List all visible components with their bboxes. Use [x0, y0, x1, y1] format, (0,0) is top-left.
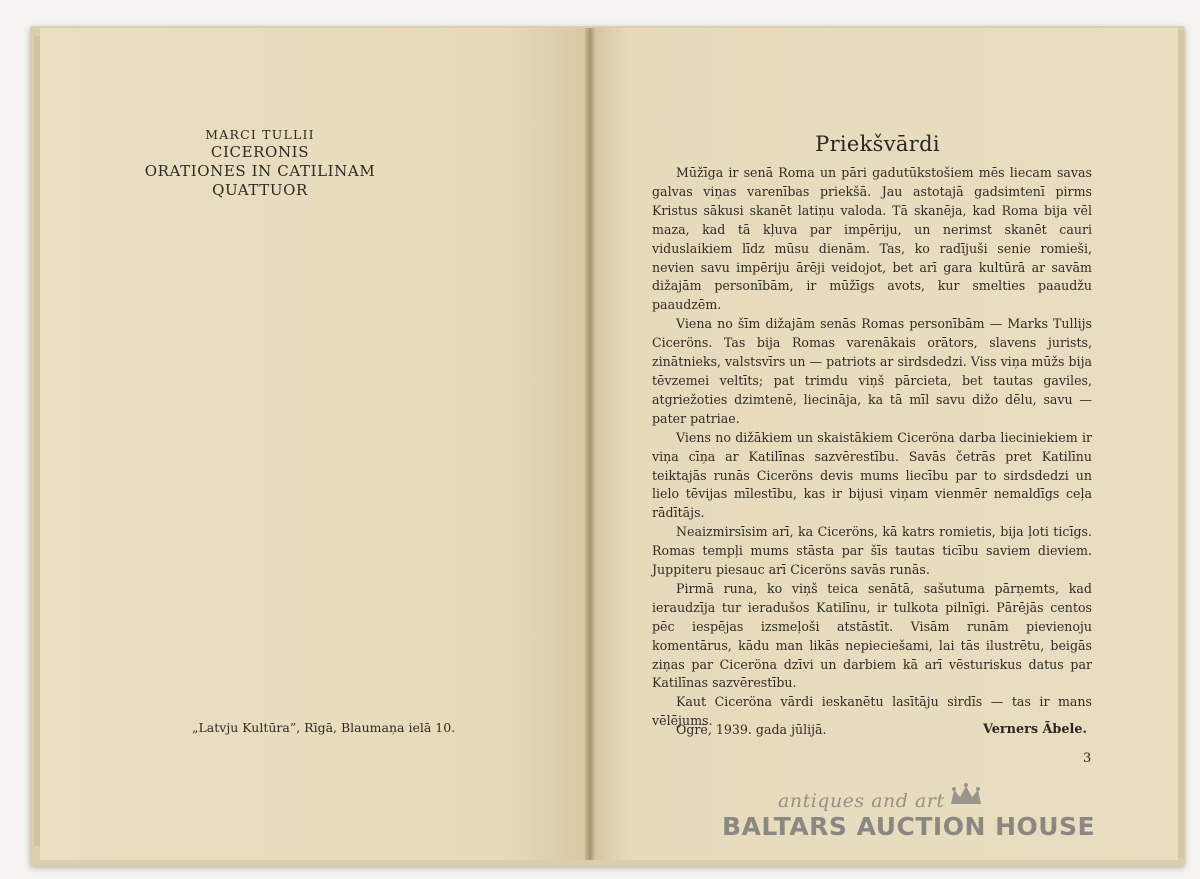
foreword-paragraph: Neaizmirsīsim arī, ka Ciceröns, kā katrs romietis, bija ļoti ticīgs. Romas tempļi mums stāsta par šīs tautas ticību saviem dieviem. Juppiteru piesauc arī Ciceröns savās runās. — [652, 524, 1092, 578]
title-block — [130, 127, 390, 200]
title-line-author-last: CICERONIS — [210, 143, 310, 161]
title-line-author-first: MARCI TULLII — [205, 127, 315, 142]
title-line-count: QUATTUOR — [212, 181, 308, 199]
watermark-logo: BALTARS AUCTION HOUSE — [722, 812, 1096, 841]
foreword-paragraph: Kaut Ciceröna vārdi ieskanētu lasītāju sirdīs — tas ir mans vēlējums. — [652, 694, 1092, 729]
crown-icon — [948, 782, 984, 806]
dateline: Ogrē, 1939. gada jūlijā. — [676, 722, 827, 737]
title-line-work: ORATIONES IN CATILINAM — [144, 162, 376, 180]
publisher-imprint: „Latvju Kultūra”, Rīgā, Blaumaņa ielā 10. — [192, 720, 456, 735]
foreword-body — [652, 164, 1092, 731]
page-number: 3 — [1083, 751, 1092, 766]
page-heading: Priekšvārdi — [815, 132, 940, 156]
watermark-tagline: antiques and art — [778, 790, 945, 812]
foreword-paragraph: Pirmā runa, ko viņš teica senātā, sašutuma pārņemts, kad ieraudzīja tur ieradušos Katilīnu, ir tulkota pilnīgi. Pārējās centos pēc iespējas izsmeļoši atstāstīt. Visām runām pievienoju komentārus, kādu man likās nepieciešami, lai tās ilustrētu, beigās ziņas par Ciceröna dzīvi un darbiem kā arī vēsturiskus datus par Katilīnas sazvērestību. — [652, 580, 1092, 691]
author-signature: Verners Ābele. — [983, 722, 1087, 737]
foreword-paragraph: Viens no dižākiem un skaistākiem Ciceröna darba lieciniekiem ir viņa cīņa ar Katilīnas sazvērestību. Savās četrās pret Katilīnu teiktajās runās Ciceröns devis mums liecību par to sirdsdedzi un lielo tēvijas mīlestību, kas ir bijusi viņam vienmēr nemaldīgs ceļa rādītājs. — [652, 429, 1092, 521]
foreword-paragraph: Mūžīga ir senā Roma un pāri gadutūkstošiem mēs liecam savas galvas viņas varenības priekšā. Jau astotajā gadsimtenī pirms Kristus sākusi skanēt latiņu valoda. Tā skanēja, kad Roma bija vēl maza, kad tā kļuva par impēriju, un nerimst skanēt cauri viduslaikiem līdz mūsu dienām. Tas, ko radījuši senie romieši, nevien savu impēriju ārēji veidojot, bet arī gara kultūrā ar savām dižajām personībām, ir mūžīgs avots, kur smelties paaudžu paaudzēm. — [652, 165, 1092, 313]
foreword-paragraph: Viena no šīm dižajām senās Romas personībām — Marks Tullijs Ciceröns. Tas bija Romas varenākais orātors, slavens jurists, zinātnieks, valstsvīrs un — patriots ar sirdsdedzi. Viss viņa mūžs bija tēvzemei veltīts; pat trimdu viņš pārcieta, bet tautas gaviles, atgriežoties dzimtenē, liecināja, ka tā mīl savu dižo dēlu, savu — pater patriae. — [652, 316, 1092, 426]
book-gutter — [585, 28, 595, 860]
